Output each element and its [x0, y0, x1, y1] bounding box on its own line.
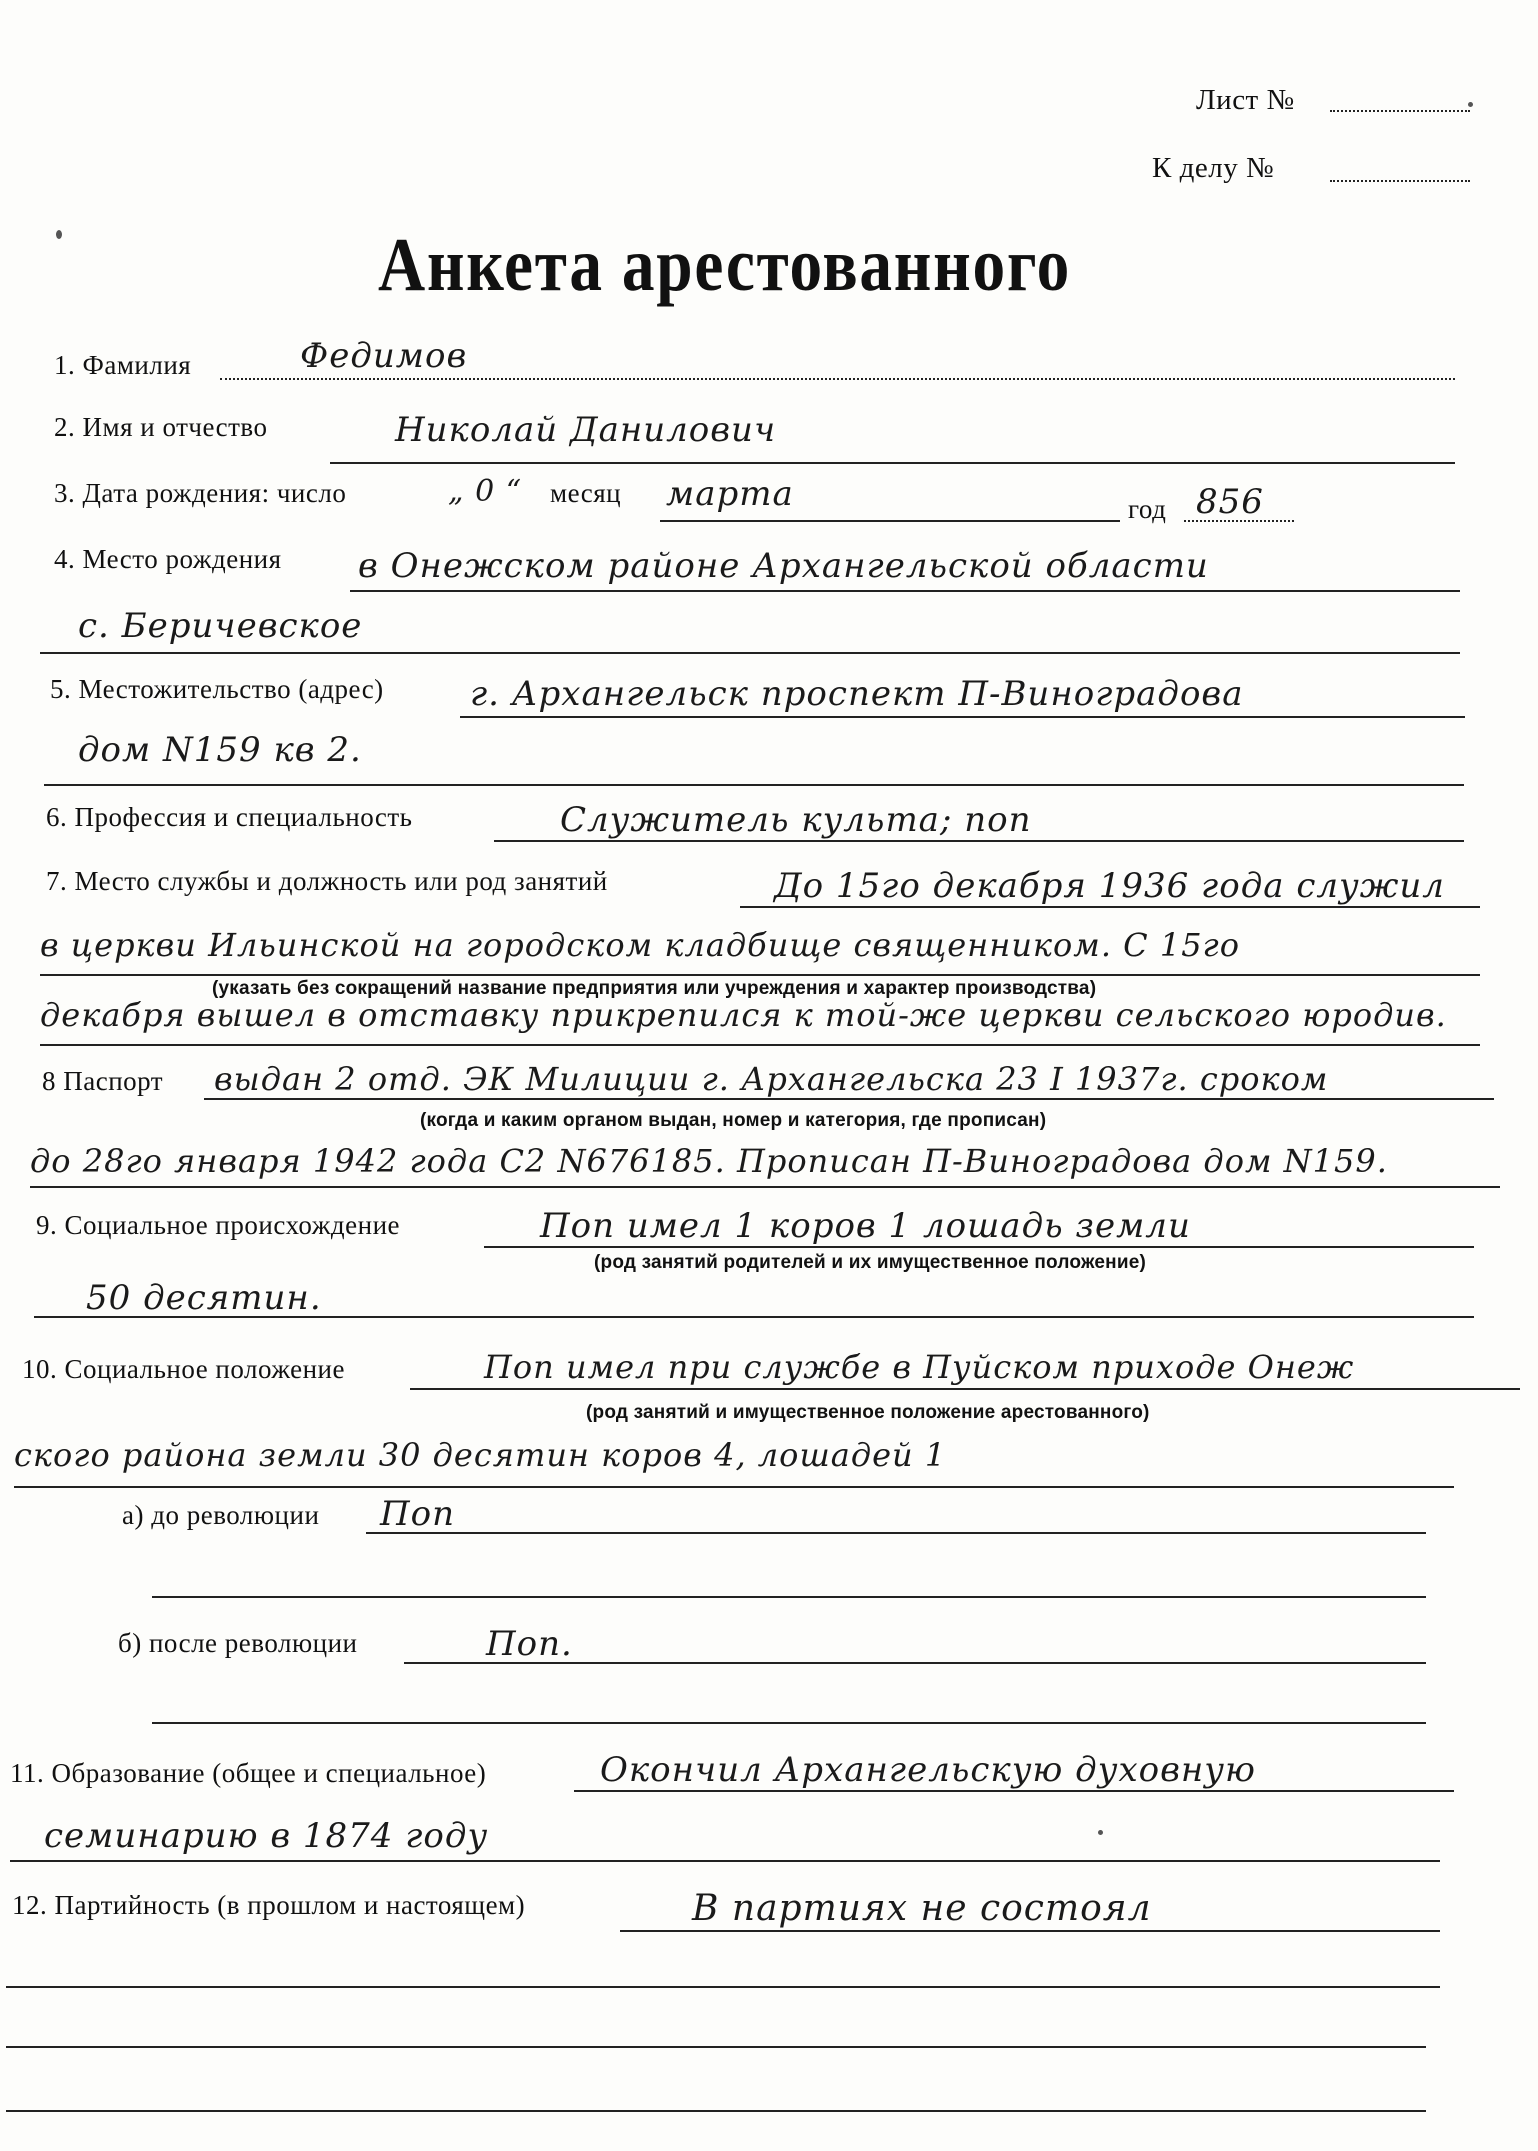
birth-month-value: марта: [666, 474, 794, 514]
after-revolution-value: Поп.: [486, 1624, 573, 1664]
address-value-2: дом N159 кв 2.: [78, 730, 362, 770]
education-line-1: [574, 1790, 1454, 1792]
before-revolution-line-2: [152, 1596, 1426, 1598]
address-line-1: [460, 716, 1465, 718]
birth-month-line: [660, 520, 1120, 522]
before-revolution-label: а) до революции: [122, 1500, 320, 1530]
workplace-line-3: [40, 1044, 1480, 1046]
scan-speck: [56, 230, 62, 239]
scan-speck: [1098, 1830, 1103, 1835]
birth-day-value: „ 0 “: [448, 474, 523, 509]
workplace-label: 7. Место службы и должность или род занятий: [46, 866, 608, 896]
surname-value: Федимов: [300, 336, 468, 376]
birthplace-label: 4. Место рождения: [54, 544, 282, 574]
address-label: 5. Местожительство (адрес): [50, 674, 384, 704]
sheet-number-label: Лист №: [1196, 84, 1295, 116]
birth-year-label: год: [1128, 494, 1167, 524]
social-origin-value-2: 50 десятин.: [86, 1278, 322, 1318]
social-status-line-1: [410, 1388, 1520, 1390]
before-revolution-value: Поп: [380, 1494, 456, 1534]
party-line-3: [6, 2046, 1426, 2048]
scan-speck: [1468, 102, 1473, 107]
social-status-line-2: [14, 1486, 1454, 1488]
party-value: В партиях не состоял: [692, 1888, 1152, 1929]
after-revolution-line-2: [152, 1722, 1426, 1724]
sheet-number-field: [1330, 110, 1470, 112]
passport-value-1: выдан 2 отд. ЭК Милиции г. Архангельска 23 I 1937г. сроком: [214, 1060, 1329, 1098]
name-patronymic-label: 2. Имя и отчество: [54, 412, 268, 442]
before-revolution-line: [366, 1532, 1426, 1534]
birthplace-value-2: с. Беричевское: [78, 606, 363, 646]
birth-month-label: месяц: [550, 478, 622, 508]
education-line-2: [10, 1860, 1440, 1862]
education-value-1: Окончил Архангельскую духовную: [600, 1750, 1256, 1790]
surname-label: 1. Фамилия: [54, 350, 192, 380]
after-revolution-label: б) после революции: [118, 1628, 358, 1658]
education-value-2: семинарию в 1874 году: [44, 1816, 489, 1856]
social-origin-line-1: [484, 1246, 1474, 1248]
party-line-2: [6, 1986, 1440, 1988]
profession-line: [494, 840, 1464, 842]
workplace-value-3: декабря вышел в отставку прикрепился к той-же церкви сельского юродив.: [40, 996, 1447, 1034]
education-label: 11. Образование (общее и специальное): [10, 1758, 487, 1788]
social-origin-label: 9. Социальное происхождение: [36, 1210, 401, 1240]
party-line-4: [6, 2110, 1426, 2112]
workplace-line-2: [40, 974, 1480, 976]
social-status-hint: (род занятий и имущественное положение арестованного): [586, 1402, 1150, 1423]
workplace-line-1: [740, 906, 1480, 908]
name-patronymic-line: [330, 462, 1455, 464]
social-status-value-1: Поп имел при службе в Пуйском приходе Онеж: [484, 1348, 1355, 1386]
birthplace-value-1: в Онежском районе Архангельской области: [358, 546, 1209, 586]
birth-date-label: 3. Дата рождения: число: [54, 478, 347, 508]
social-origin-value-1: Поп имел 1 коров 1 лошадь земли: [540, 1206, 1191, 1246]
passport-line-2: [30, 1186, 1500, 1188]
passport-label: 8 Паспорт: [42, 1066, 164, 1096]
social-origin-hint: (род занятий родителей и их имущественное положение): [594, 1252, 1146, 1273]
passport-hint: (когда и каким органом выдан, номер и категория, где прописан): [420, 1110, 1047, 1131]
passport-line-1: [204, 1098, 1494, 1100]
workplace-hint: (указать без сокращений название предприятия или учреждения и характер производства): [212, 978, 1097, 999]
surname-line: [220, 378, 1455, 380]
party-label: 12. Партийность (в прошлом и настоящем): [12, 1890, 526, 1920]
profession-value: Служитель культа; поп: [560, 800, 1032, 840]
name-patronymic-value: Николай Данилович: [395, 410, 777, 450]
birthplace-line-1: [350, 590, 1460, 592]
profession-label: 6. Профессия и специальность: [46, 802, 413, 832]
page-title: Анкета арестованного: [378, 223, 1072, 307]
birth-year-value: 856: [1196, 482, 1264, 522]
social-status-value-2: ского района земли 30 десятин коров 4, лошадей 1: [14, 1436, 947, 1474]
address-line-2: [44, 784, 1464, 786]
social-status-label: 10. Социальное положение: [22, 1354, 345, 1384]
passport-value-2: до 28го января 1942 года С2 N676185. Прописан П-Виноградова дом N159.: [30, 1142, 1388, 1180]
workplace-value-2: в церкви Ильинской на городском кладбище священником. С 15го: [40, 926, 1240, 964]
workplace-value-1: До 15го декабря 1936 года служил: [774, 866, 1445, 906]
address-value-1: г. Архангельск проспект П-Виноградова: [470, 674, 1244, 714]
case-number-label: К делу №: [1152, 152, 1275, 184]
party-line-1: [620, 1930, 1440, 1932]
birthplace-line-2: [40, 652, 1460, 654]
case-number-field: [1330, 180, 1470, 182]
